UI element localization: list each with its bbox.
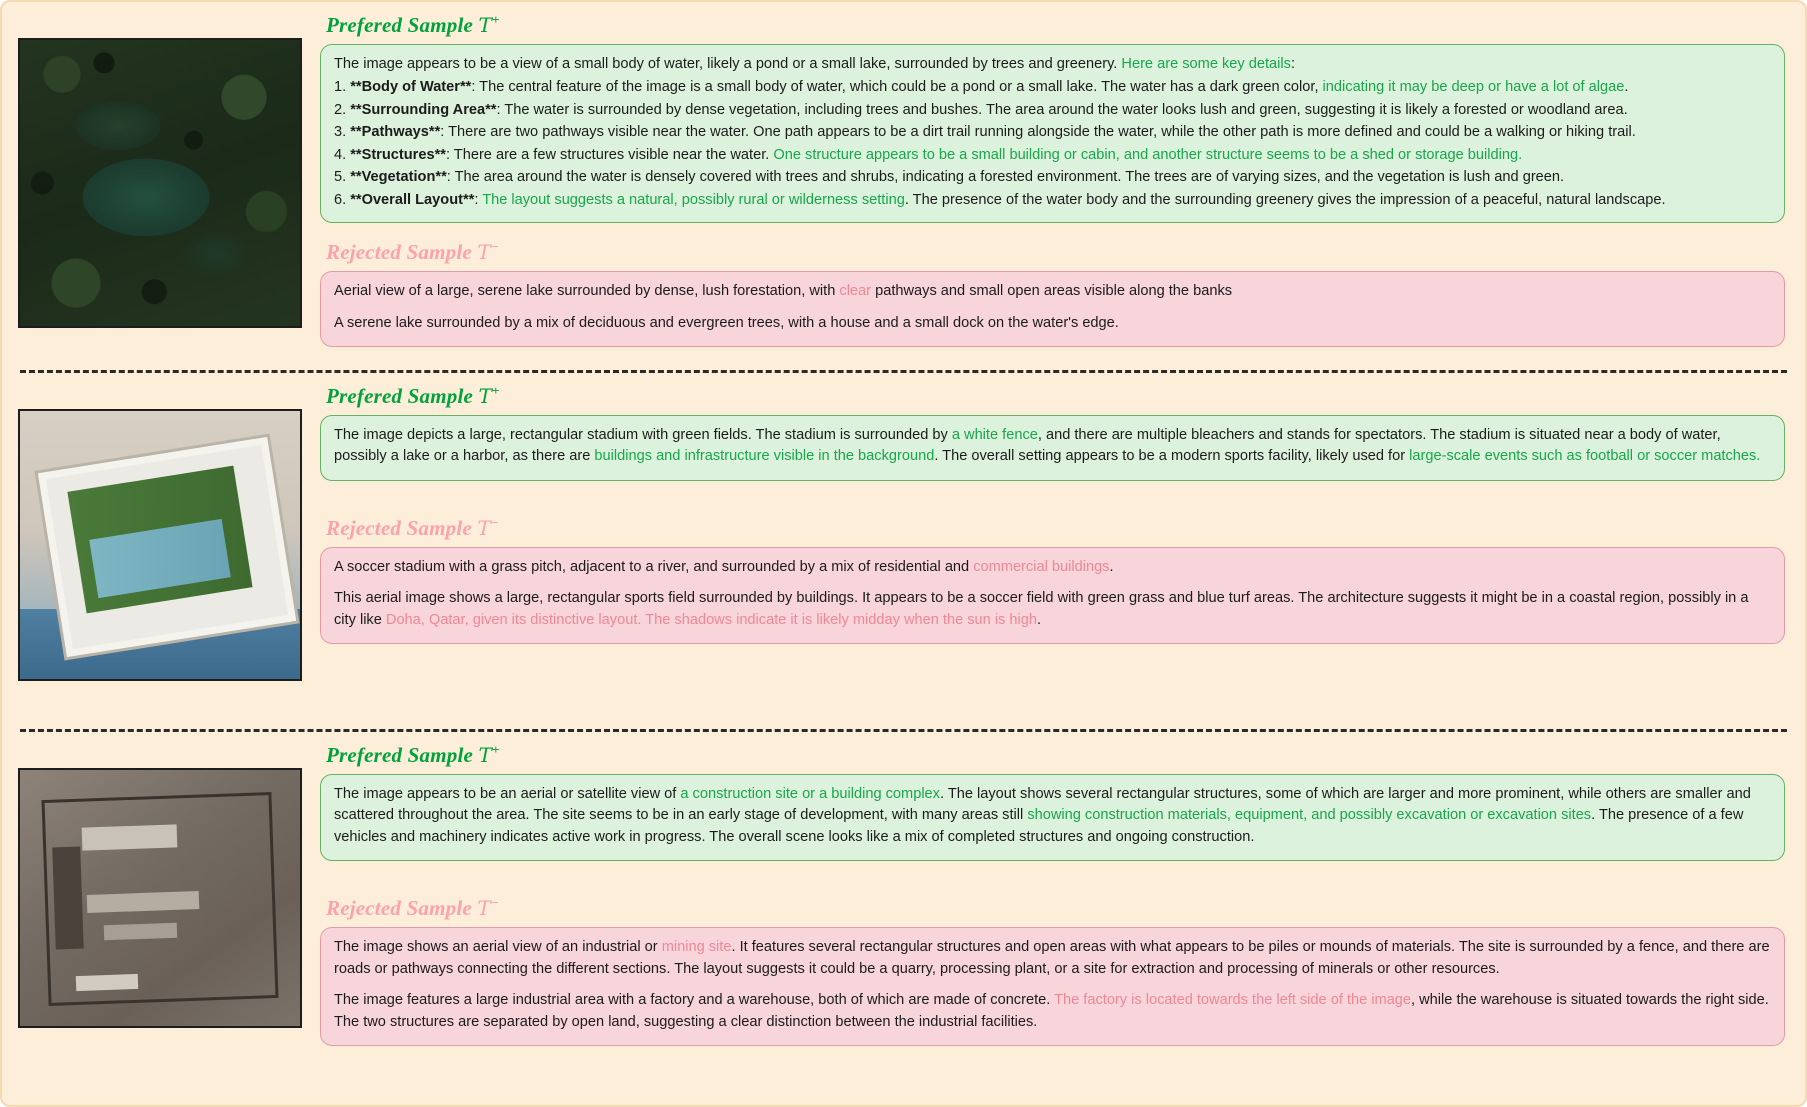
rejected-label-1: Rejected Sample	[326, 240, 472, 265]
aerial-stadium-thumbnail	[18, 409, 302, 681]
rejected-symbol-3: T	[477, 896, 491, 921]
rejected-plain-1: This aerial image shows a large, rectangular sports field surrounded by buildings. It appears to be a soccer field with green grass and blue turf areas. The architecture suggests it might be in a coastal region, possibly in a city like	[334, 590, 1749, 628]
preferred-intro-highlight-1: Here are some key details	[1117, 56, 1291, 72]
thumbnail-column-3	[16, 742, 304, 1028]
rejected-label-3: Rejected Sample	[326, 896, 472, 921]
preferred-label-2: Prefered Sample	[326, 384, 474, 408]
preferred-sample-heading-2	[326, 383, 1785, 409]
sample-row-1	[16, 12, 1791, 364]
item-title: **Pathways**	[350, 124, 441, 141]
aerial-construction-site-thumbnail	[18, 768, 302, 1028]
preferred-highlight-2: buildings and infrastructure visible in the background	[594, 448, 935, 465]
item-number: 3.	[334, 124, 347, 141]
preferred-intro-1	[334, 54, 1771, 75]
rejected-highlight: clear	[839, 283, 872, 300]
preferred-symbol-1: T	[478, 13, 493, 37]
item-number: 2.	[334, 101, 347, 118]
sample-row-2	[16, 383, 1791, 723]
rejected-sample-box-3	[320, 927, 1785, 1046]
rejected-sample-box-2	[320, 547, 1785, 644]
preferred-plain-2: , and there are multiple bleachers and stands for spectators. The stadium is situated near a body of water, possibly a lake or a harbor, as there are	[334, 427, 1721, 465]
item-plain-1: : The water is surrounded by dense vegetation, including trees and bushes. The area around the water looks lush and green, suggesting it is likely a forested or woodland area.	[496, 101, 1628, 118]
item-title: **Body of Water**	[350, 79, 472, 96]
item-number: 5.	[334, 169, 347, 186]
aerial-image-art	[20, 411, 300, 679]
item-highlight: One structure appears to be a small building or cabin, and another structure seems to be a shed or storage building.	[769, 146, 1523, 163]
list-item	[334, 145, 1771, 166]
rejected-paragraph	[334, 281, 1771, 302]
item-highlight: indicating it may be deep or have a lot of algae	[1318, 79, 1625, 96]
site-building	[81, 825, 177, 851]
item-number: 6.	[334, 191, 347, 208]
preferred-plain-1: The image depicts a large, rectangular stadium with green fields. The stadium is surrounded by	[334, 427, 952, 443]
preferred-plain-2: . The layout shows several rectangular structures, some of which are larger and more prominent, while others are smaller and scattered throughout the area. The site seems to be in an early stage of development, with many areas still	[334, 786, 1751, 824]
item-title: **Structures**	[350, 146, 446, 163]
preferred-sample-box-3	[320, 774, 1785, 861]
rejected-highlight-1: Doha, Qatar, given its distinctive layout. The shadows indicate it is likely midday when the sun is high	[385, 611, 1038, 628]
row-divider-2	[20, 729, 1787, 732]
preferred-superscript-1: +	[492, 12, 500, 27]
rejected-symbol-1: T	[477, 240, 491, 265]
preferred-paragraph	[334, 425, 1771, 468]
rejected-highlight-1: mining site	[661, 939, 732, 956]
rejected-paragraph	[334, 313, 1771, 334]
preferred-intro-tail-1: :	[1290, 56, 1296, 72]
rejected-plain-2: .	[1037, 611, 1042, 628]
site-building	[104, 922, 177, 940]
list-item	[334, 100, 1771, 121]
list-item	[334, 190, 1771, 211]
item-plain-1: : The central feature of the image is a small body of water, which could be a pond or a small lake. The water has a dark green color,	[471, 79, 1319, 96]
aerial-image-art	[20, 40, 300, 326]
list-item	[334, 77, 1771, 98]
preferred-plain-3: . The overall setting appears to be a modern sports facility, likely used for	[934, 448, 1410, 465]
rejected-superscript-1: −	[490, 239, 499, 255]
site-building	[87, 891, 200, 913]
site-building	[76, 974, 138, 991]
preferred-sample-heading-3	[326, 742, 1785, 768]
item-number: 1.	[334, 79, 347, 96]
preferred-sample-heading-1	[326, 12, 1785, 38]
rejected-paragraph	[334, 990, 1771, 1033]
preferred-superscript-3: +	[492, 742, 500, 757]
item-plain-1: : The area around the water is densely covered with trees and shrubs, indicating a forested environment. The trees are of varying sizes, and the vegetation is lush and green.	[446, 169, 1565, 186]
preferred-paragraph	[334, 784, 1771, 848]
preferred-sample-box-2	[320, 415, 1785, 481]
item-plain-1: : There are two pathways visible near the water. One path appears to be a dirt trail running alongside the water, while the other path is more defined and could be a walking or hiking trail.	[440, 124, 1636, 141]
preferred-sample-box-1	[320, 44, 1785, 223]
rejected-plain-1: Aerial view of a large, serene lake surrounded by dense, lush forestation, with	[334, 283, 840, 300]
preferred-highlight-2: showing construction materials, equipment, and possibly excavation or excavation sites	[1027, 807, 1592, 824]
rejected-plain-2: .	[1109, 558, 1114, 575]
item-highlight: The layout suggests a natural, possibly rural or wilderness setting	[478, 191, 905, 208]
rejected-highlight-1: commercial buildings	[973, 558, 1110, 575]
rejected-plain-2: , while the warehouse is situated towards the right side. The two structures are separated by open land, suggesting a clear distinction between the industrial facilities.	[334, 992, 1769, 1030]
item-title: **Overall Layout**	[350, 191, 475, 208]
list-item	[334, 167, 1771, 188]
rejected-plain-1: A soccer stadium with a grass pitch, adjacent to a river, and surrounded by a mix of residential and	[334, 558, 974, 575]
preferred-highlight-1: a white fence	[951, 427, 1038, 443]
rejected-symbol-2: T	[477, 515, 491, 540]
rejected-plain-1: A serene lake surrounded by a mix of deciduous and evergreen trees, with a house and a small dock on the water's edge.	[334, 314, 1119, 331]
item-number: 4.	[334, 146, 347, 163]
preferred-label-1: Prefered Sample	[326, 13, 474, 37]
sample-row-3	[16, 742, 1791, 1082]
row-divider-1	[20, 370, 1787, 373]
preferred-plain-3: . The presence of a few vehicles and machinery indicates active work in progress. The overall scene looks like a mix of completed structures and ongoing construction.	[334, 807, 1744, 845]
rejected-paragraph	[334, 588, 1771, 631]
item-plain-1: : There are a few structures visible near the water.	[445, 146, 770, 163]
item-title: **Vegetation**	[350, 169, 447, 186]
item-plain-2: .	[1624, 79, 1629, 96]
content-column-3	[320, 742, 1791, 1046]
aerial-image-art	[20, 770, 300, 1026]
rejected-sample-heading-2	[326, 515, 1785, 541]
rejected-highlight-1: The factory is located towards the left side of the image	[1054, 992, 1412, 1009]
thumbnail-column-2	[16, 383, 304, 681]
preferred-symbol-2: T	[478, 384, 493, 408]
rejected-sample-box-1	[320, 271, 1785, 347]
preferred-highlight-1: a construction site or a building complex	[680, 786, 940, 802]
site-excavation-area	[52, 846, 84, 949]
content-column-1	[320, 12, 1791, 347]
rejected-superscript-2: −	[490, 514, 499, 530]
rejected-plain-2: . It features several rectangular structures and open areas with what appears to be piles or mounds of materials. The site is surrounded by a fence, and there are roads or pathways connecting the different sections. The layout suggests it could be a quarry, processing plant, or a site for extraction and processing of minerals or other resources.	[334, 939, 1770, 977]
rejected-paragraph	[334, 937, 1771, 980]
thumbnail-column-1	[16, 12, 304, 328]
rejected-label-2: Rejected Sample	[326, 515, 472, 540]
preferred-plain-1: The image appears to be an aerial or satellite view of	[334, 786, 681, 802]
aerial-pond-forest-thumbnail	[18, 38, 302, 328]
preferred-superscript-2: +	[492, 383, 500, 398]
preferred-intro-plain-1: The image appears to be a view of a small body of water, likely a pond or a small lake, surrounded by trees and greenery.	[334, 56, 1118, 72]
list-item	[334, 122, 1771, 143]
rejected-plain-2: pathways and small open areas visible along the banks	[871, 283, 1233, 300]
preferred-label-3: Prefered Sample	[326, 743, 474, 767]
item-plain-2: . The presence of the water body and the surrounding greenery gives the impression of a peaceful, natural landscape.	[904, 191, 1666, 208]
rejected-superscript-3: −	[490, 895, 499, 911]
preferred-detail-list-1	[334, 77, 1771, 211]
item-title: **Surrounding Area**	[350, 101, 497, 118]
rejected-paragraph	[334, 557, 1771, 578]
rejected-plain-1: The image shows an aerial view of an industrial or	[334, 939, 662, 956]
preferred-highlight-3: large-scale events such as football or soccer matches.	[1409, 448, 1761, 465]
rejected-plain-1: The image features a large industrial area with a factory and a warehouse, both of which are made of concrete.	[334, 992, 1055, 1009]
rejected-sample-heading-3	[326, 895, 1785, 921]
preferred-symbol-3: T	[478, 743, 493, 767]
item-plain-1: :	[474, 191, 479, 208]
rejected-sample-heading-1	[326, 239, 1785, 265]
content-column-2	[320, 383, 1791, 644]
